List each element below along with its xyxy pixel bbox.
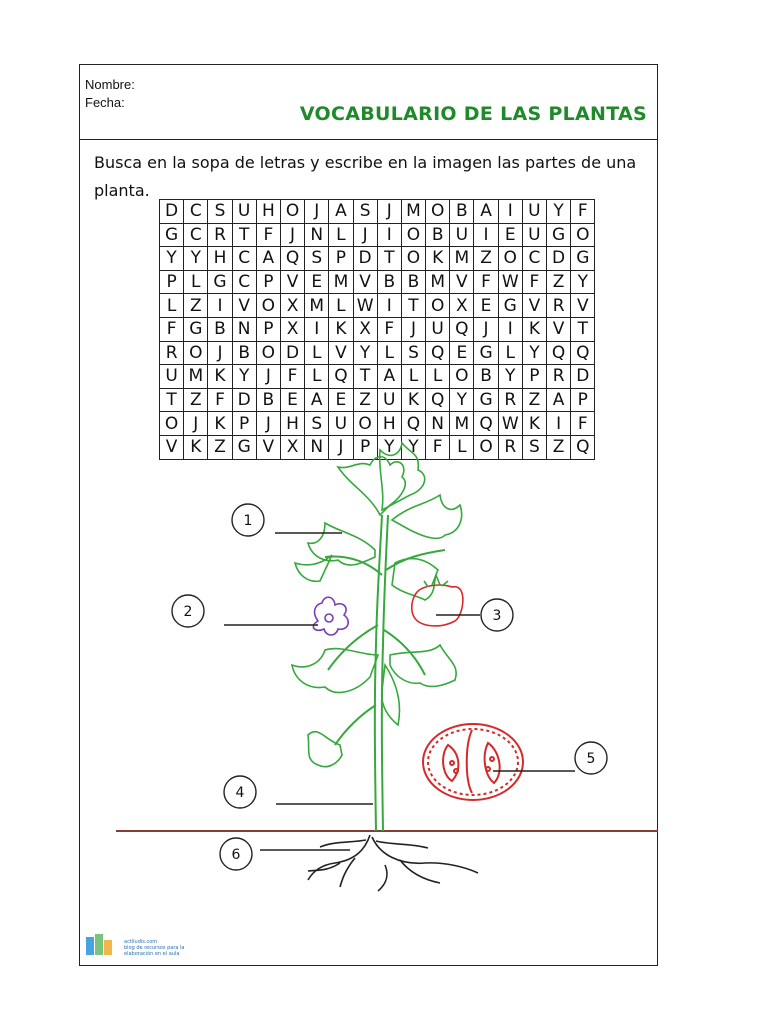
grid-cell: Y [402, 436, 426, 460]
grid-cell: J [329, 436, 353, 460]
roots [308, 835, 478, 891]
grid-cell: K [208, 365, 232, 389]
label-5 [493, 742, 607, 774]
grid-cell: J [184, 412, 208, 436]
grid-cell: Z [184, 389, 208, 413]
grid-cell: O [281, 200, 305, 224]
grid-cell: Z [547, 271, 571, 295]
grid-cell: G [499, 294, 523, 318]
grid-cell: L [499, 342, 523, 366]
grid-cell: K [426, 247, 450, 271]
svg-text:6: 6 [231, 847, 241, 863]
grid-cell: Q [474, 412, 498, 436]
page-title: VOCABULARIO DE LAS PLANTAS [299, 103, 647, 125]
grid-cell: F [208, 389, 232, 413]
grid-cell: X [281, 294, 305, 318]
actiludis-logo [84, 931, 114, 959]
grid-cell: J [378, 200, 402, 224]
grid-cell: F [571, 200, 595, 224]
grid-cell: V [329, 342, 353, 366]
grid-cell: F [426, 436, 450, 460]
grid-cell: N [233, 318, 257, 342]
grid-cell: I [499, 200, 523, 224]
grid-cell: M [450, 247, 474, 271]
grid-cell: I [208, 294, 232, 318]
grid-cell: O [426, 294, 450, 318]
grid-cell: P [571, 389, 595, 413]
footer-brand: actiludis.com [124, 939, 158, 945]
grid-cell: L [305, 342, 329, 366]
grid-cell: L [426, 365, 450, 389]
grid-cell: Z [184, 294, 208, 318]
grid-cell: O [257, 342, 281, 366]
grid-cell: E [281, 389, 305, 413]
grid-cell: L [378, 342, 402, 366]
date-label: Fecha: [85, 95, 125, 110]
worksheet [79, 64, 658, 966]
label-3 [436, 599, 513, 631]
grid-cell: R [547, 294, 571, 318]
grid-cell: D [281, 342, 305, 366]
grid-cell: Y [160, 247, 184, 271]
grid-cell: P [354, 436, 378, 460]
grid-cell: T [402, 294, 426, 318]
grid-cell: X [450, 294, 474, 318]
grid-cell: S [354, 200, 378, 224]
grid-cell: J [402, 318, 426, 342]
grid-cell: Q [426, 342, 450, 366]
grid-cell: Q [329, 365, 353, 389]
grid-cell: N [305, 224, 329, 248]
grid-cell: Q [450, 318, 474, 342]
grid-cell: F [281, 365, 305, 389]
grid-cell: Q [547, 342, 571, 366]
grid-cell: Z [474, 247, 498, 271]
grid-cell: L [329, 224, 353, 248]
grid-cell: E [305, 271, 329, 295]
grid-cell: E [450, 342, 474, 366]
grid-cell: G [547, 224, 571, 248]
grid-cell: L [402, 365, 426, 389]
svg-text:5: 5 [586, 751, 596, 767]
grid-cell: W [354, 294, 378, 318]
grid-cell: X [281, 318, 305, 342]
grid-cell: M [426, 271, 450, 295]
grid-cell: K [208, 412, 232, 436]
grid-cell: D [233, 389, 257, 413]
grid-cell: Z [208, 436, 232, 460]
grid-cell: D [571, 365, 595, 389]
grid-cell: R [499, 436, 523, 460]
grid-cell: L [160, 294, 184, 318]
grid-cell: Y [378, 436, 402, 460]
grid-cell: V [160, 436, 184, 460]
grid-cell: Y [571, 271, 595, 295]
grid-cell: G [208, 271, 232, 295]
grid-cell: O [160, 412, 184, 436]
grid-cell: Z [547, 436, 571, 460]
grid-cell: G [474, 389, 498, 413]
grid-cell: Q [402, 412, 426, 436]
grid-cell: H [378, 412, 402, 436]
grid-cell: K [523, 318, 547, 342]
grid-cell: D [160, 200, 184, 224]
grid-cell: A [474, 200, 498, 224]
grid-cell: O [426, 200, 450, 224]
grid-cell: C [233, 247, 257, 271]
cut-tomato [423, 724, 523, 800]
grid-cell: O [499, 247, 523, 271]
grid-cell: V [450, 271, 474, 295]
grid-cell: F [257, 224, 281, 248]
grid-cell: X [281, 436, 305, 460]
grid-cell: P [160, 271, 184, 295]
grid-cell: B [378, 271, 402, 295]
grid-cell: H [281, 412, 305, 436]
grid-cell: D [354, 247, 378, 271]
grid-cell: U [426, 318, 450, 342]
grid-cell: G [474, 342, 498, 366]
grid-cell: O [257, 294, 281, 318]
grid-cell: B [474, 365, 498, 389]
grid-cell: Q [571, 436, 595, 460]
name-label: Nombre: [85, 77, 135, 92]
grid-cell: B [233, 342, 257, 366]
grid-cell: J [354, 224, 378, 248]
grid-cell: Z [354, 389, 378, 413]
grid-cell: T [354, 365, 378, 389]
grid-cell: O [354, 412, 378, 436]
grid-cell: I [305, 318, 329, 342]
grid-cell: U [450, 224, 474, 248]
label-2 [172, 595, 318, 627]
grid-cell: A [257, 247, 281, 271]
grid-cell: V [233, 294, 257, 318]
grid-cell: J [257, 365, 281, 389]
grid-cell: S [208, 200, 232, 224]
grid-cell: R [208, 224, 232, 248]
grid-cell: I [499, 318, 523, 342]
grid-cell: G [184, 318, 208, 342]
grid-cell: K [184, 436, 208, 460]
grid-cell: R [499, 389, 523, 413]
grid-cell: F [474, 271, 498, 295]
grid-cell: U [523, 200, 547, 224]
grid-cell: B [257, 389, 281, 413]
grid-cell: W [499, 271, 523, 295]
grid-cell: E [499, 224, 523, 248]
grid-cell: F [571, 412, 595, 436]
instruction-text: Busca en la sopa de letras y escribe en la imagen las partes de una planta. [94, 153, 637, 200]
grid-cell: V [354, 271, 378, 295]
grid-cell: O [184, 342, 208, 366]
grid-cell: A [329, 200, 353, 224]
grid-cell: P [257, 318, 281, 342]
grid-cell: O [402, 224, 426, 248]
grid-cell: U [378, 389, 402, 413]
grid-cell: M [450, 412, 474, 436]
grid-cell: B [402, 271, 426, 295]
grid-cell: K [329, 318, 353, 342]
grid-cell: T [571, 318, 595, 342]
grid-cell: V [547, 318, 571, 342]
grid-cell: E [474, 294, 498, 318]
svg-text:3: 3 [492, 608, 502, 624]
footer-tagline: blog de recursos para la elaboración en el aula [124, 945, 185, 957]
grid-cell: V [571, 294, 595, 318]
svg-text:2: 2 [183, 604, 193, 620]
grid-cell: C [523, 247, 547, 271]
grid-cell: O [402, 247, 426, 271]
grid-cell: Y [450, 389, 474, 413]
grid-cell: V [257, 436, 281, 460]
grid-cell: Q [426, 389, 450, 413]
grid-cell: M [184, 365, 208, 389]
grid-cell: Z [523, 389, 547, 413]
grid-cell: W [499, 412, 523, 436]
grid-cell: L [305, 365, 329, 389]
grid-cell: P [233, 412, 257, 436]
grid-cell: O [571, 224, 595, 248]
grid-cell: U [233, 200, 257, 224]
grid-cell: V [281, 271, 305, 295]
grid-cell: V [523, 294, 547, 318]
grid-cell: G [571, 247, 595, 271]
grid-cell: K [523, 412, 547, 436]
grid-cell: J [208, 342, 232, 366]
grid-cell: C [233, 271, 257, 295]
grid-cell: X [354, 318, 378, 342]
grid-cell: Q [281, 247, 305, 271]
grid-cell: I [474, 224, 498, 248]
grid-cell: Y [354, 342, 378, 366]
grid-cell: E [329, 389, 353, 413]
grid-cell: J [305, 200, 329, 224]
grid-cell: H [257, 200, 281, 224]
grid-cell: Y [233, 365, 257, 389]
grid-cell: C [184, 200, 208, 224]
grid-cell: Y [547, 200, 571, 224]
grid-cell: O [450, 365, 474, 389]
grid-cell: B [426, 224, 450, 248]
grid-cell: Y [499, 365, 523, 389]
grid-cell: I [378, 224, 402, 248]
grid-cell: P [523, 365, 547, 389]
grid-cell: B [208, 318, 232, 342]
flower [313, 597, 348, 635]
grid-cell: S [402, 342, 426, 366]
grid-cell: H [208, 247, 232, 271]
grid-cell: Q [571, 342, 595, 366]
grid-cell: P [329, 247, 353, 271]
grid-cell: J [257, 412, 281, 436]
grid-cell: R [547, 365, 571, 389]
grid-cell: Y [184, 247, 208, 271]
grid-cell: T [160, 389, 184, 413]
grid-cell: A [305, 389, 329, 413]
grid-cell: J [281, 224, 305, 248]
footer-credit [124, 939, 214, 957]
grid-cell: O [474, 436, 498, 460]
grid-cell: K [402, 389, 426, 413]
grid-cell: M [305, 294, 329, 318]
grid-cell: S [523, 436, 547, 460]
grid-cell: D [547, 247, 571, 271]
grid-cell: L [450, 436, 474, 460]
label-6 [220, 838, 350, 870]
grid-cell: B [450, 200, 474, 224]
grid-cell: T [378, 247, 402, 271]
grid-cell: S [305, 412, 329, 436]
grid-cell: A [547, 389, 571, 413]
grid-cell: I [378, 294, 402, 318]
grid-cell: G [160, 224, 184, 248]
grid-cell: R [160, 342, 184, 366]
grid-cell: M [402, 200, 426, 224]
svg-text:1: 1 [243, 513, 253, 529]
grid-cell: G [233, 436, 257, 460]
grid-cell: Y [523, 342, 547, 366]
grid-cell: P [257, 271, 281, 295]
svg-text:4: 4 [235, 785, 245, 801]
label-4 [224, 776, 373, 808]
grid-cell: N [426, 412, 450, 436]
plant-diagram [80, 65, 659, 967]
grid-cell: A [378, 365, 402, 389]
grid-cell: N [305, 436, 329, 460]
grid-cell: J [474, 318, 498, 342]
grid-cell: U [160, 365, 184, 389]
grid-cell: F [523, 271, 547, 295]
grid-cell: L [184, 271, 208, 295]
grid-cell: L [329, 294, 353, 318]
grid-cell: M [329, 271, 353, 295]
grid-cell: U [329, 412, 353, 436]
grid-cell: I [547, 412, 571, 436]
grid-cell: F [378, 318, 402, 342]
grid-cell: C [184, 224, 208, 248]
grid-cell: U [523, 224, 547, 248]
tomato [412, 575, 463, 626]
label-1 [232, 504, 342, 536]
grid-cell: S [305, 247, 329, 271]
grid-cell: F [160, 318, 184, 342]
grid-cell: T [233, 224, 257, 248]
